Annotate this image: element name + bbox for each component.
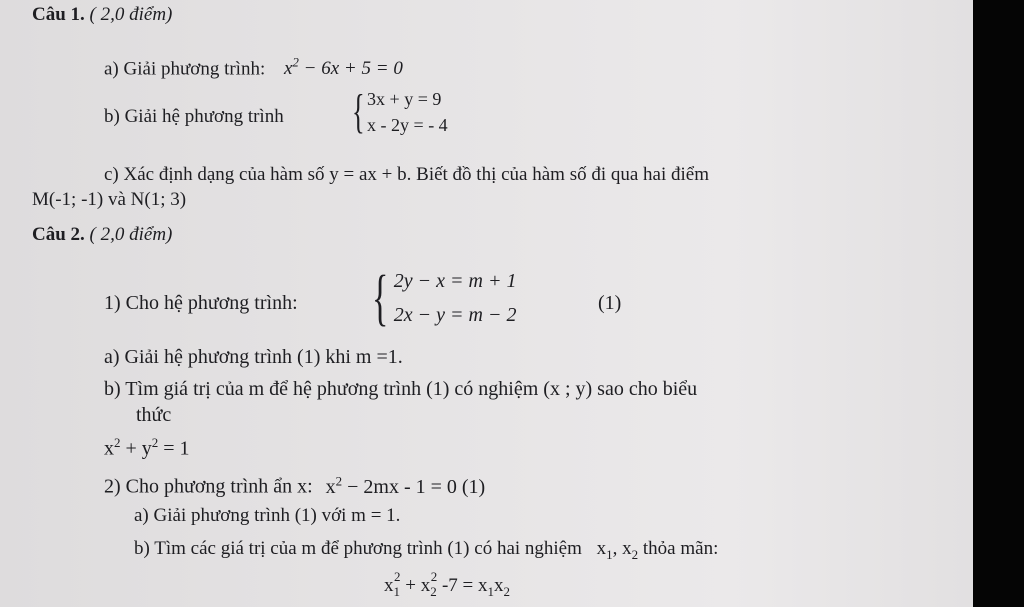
question-2-part2-label: 2) Cho phương trình ẩn x: (104, 475, 313, 498)
question-2-points: ( 2,0 điểm) (89, 224, 173, 245)
eq-exponent: 2 (292, 55, 299, 70)
question-1a-label: a) Giải phương trình: (104, 58, 266, 80)
question-2-part1-eq2: 2x − y = m − 2 (393, 304, 517, 326)
question-2-heading (32, 224, 172, 246)
question-2-part1-tag: (1) (598, 292, 622, 314)
root-term: x (596, 538, 607, 559)
eq-term: x (283, 58, 293, 80)
expr-term: x (494, 575, 504, 596)
question-2-part2 (104, 470, 485, 498)
question-2-part1b-expression (104, 432, 190, 460)
system-brace: { (352, 85, 365, 138)
expr-index: 2 (503, 583, 511, 599)
expr-exponent: 2 (394, 569, 401, 584)
question-2-part2b (134, 538, 718, 566)
question-2-part1-eq1: 2y − x = m + 1 (393, 270, 517, 292)
expr-term: -7 = x (437, 575, 488, 596)
question-1a (104, 52, 403, 80)
question-2-part2b-roots (596, 538, 639, 562)
question-1-heading (32, 4, 172, 26)
photo-dark-edge (973, 0, 1024, 607)
question-2-part1b-line2: thức (136, 404, 172, 426)
root-term: , x (612, 538, 632, 559)
question-1c-line2: M(-1; -1) và N(1; 3) (32, 189, 187, 210)
root-index: 1 (606, 546, 613, 562)
expr-index: 1 (487, 583, 495, 599)
question-2-title: Câu 2. (32, 224, 85, 245)
question-2-part1a: a) Giải hệ phương trình (1) khi m =1. (104, 346, 403, 368)
question-1a-equation (283, 55, 403, 80)
question-1-title: Câu 1. (32, 4, 85, 25)
expr-exponent: 2 (430, 569, 438, 584)
expr-exponent: 2 (114, 435, 121, 450)
question-2-part2-equation (325, 473, 486, 498)
expr-term: + y (120, 437, 152, 460)
system-brace: { (372, 264, 389, 332)
root-index: 2 (631, 546, 639, 562)
question-2-part2b-condition (384, 566, 510, 603)
expr-term: x (104, 437, 114, 460)
question-1c-line1: c) Xác định dạng của hàm số y = ax + b. Biết đồ thị của hàm số đi qua hai điểm (104, 164, 710, 185)
expr-index: 2 (430, 583, 437, 599)
question-1-points: ( 2,0 điểm) (89, 4, 173, 25)
question-2-part1-label: 1) Cho hệ phương trình: (104, 292, 298, 314)
question-2-part1b-line1: b) Tìm giá trị của m để hệ phương trình (1) có nghiệm (x ; y) sao cho biểu (104, 378, 698, 400)
eq-rest: − 2mx - 1 = 0 (1) (342, 475, 486, 498)
expr-rest: = 1 (158, 437, 190, 460)
expr-term: + x (400, 575, 431, 596)
expr-index: 1 (393, 583, 400, 599)
expr-exponent: 2 (151, 435, 159, 450)
question-1b-eq1: 3x + y = 9 (367, 89, 442, 109)
question-1b-system (352, 86, 448, 138)
question-1b-eq2: x - 2y = - 4 (367, 115, 448, 135)
question-2-part2a: a) Giải phương trình (1) với m = 1. (134, 505, 401, 526)
question-2-part2b-tail: thỏa mãn: (638, 538, 719, 559)
eq-rest: − 6x + 5 = 0 (298, 58, 403, 80)
expr-term: x (384, 575, 394, 596)
question-1b-label: b) Giải hệ phương trình (104, 106, 284, 127)
eq-exponent: 2 (335, 473, 343, 488)
question-2-part2b-text: b) Tìm các giá trị của m để phương trình (1) có hai nghiệm (134, 538, 582, 559)
question-2-part1-system (372, 264, 516, 332)
eq-term: x (325, 475, 336, 498)
